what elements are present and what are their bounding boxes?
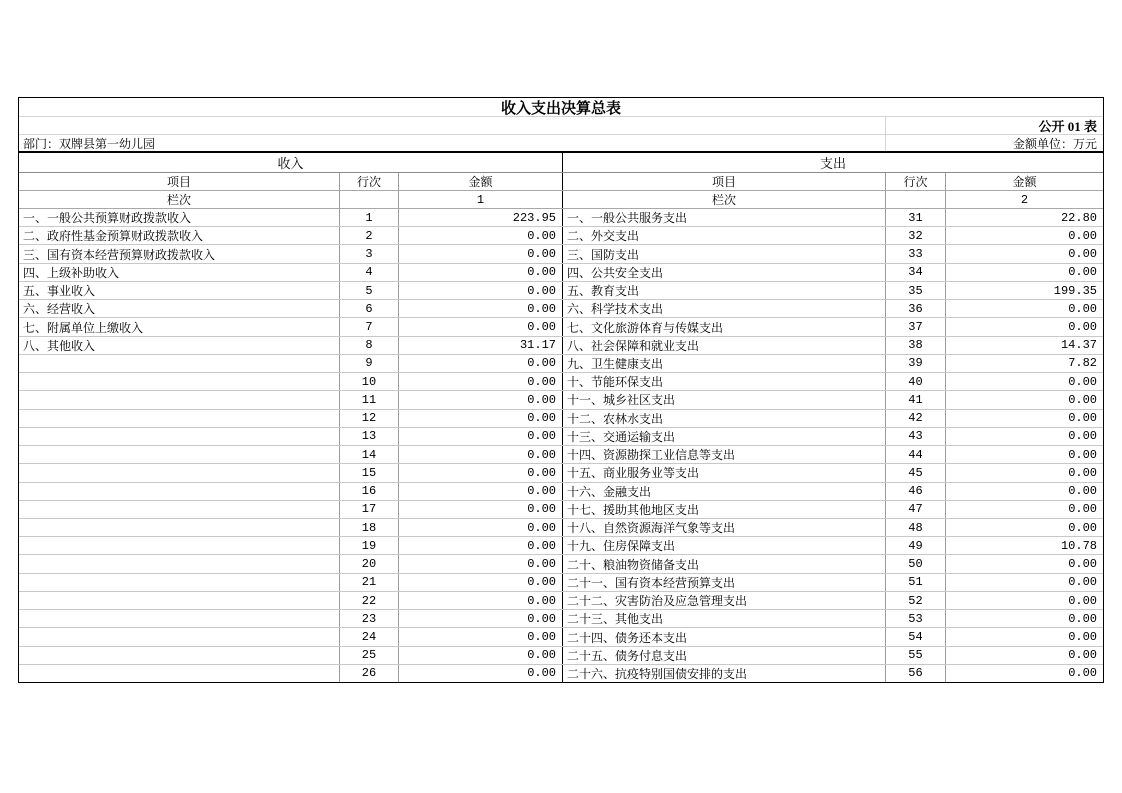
expenditure-lanci-label: 栏次	[563, 191, 886, 208]
income-item-cell	[19, 519, 340, 536]
expenditure-item-cell: 十九、住房保障支出	[563, 537, 886, 554]
expenditure-rowno-cell: 53	[886, 610, 946, 627]
expenditure-rowno-header: 行次	[886, 173, 946, 190]
income-rowno-cell: 20	[340, 555, 399, 572]
table-row	[19, 337, 1103, 355]
income-item-cell	[19, 555, 340, 572]
income-amount-cell: 0.00	[399, 410, 563, 427]
income-column-no: 1	[399, 191, 563, 208]
expenditure-item-cell: 三、国防支出	[563, 245, 886, 262]
income-amount-cell: 0.00	[399, 428, 563, 445]
expenditure-item-cell: 六、科学技术支出	[563, 300, 886, 317]
income-item-cell	[19, 483, 340, 500]
expenditure-rowno-cell: 55	[886, 647, 946, 664]
expenditure-item-cell: 十六、金融支出	[563, 483, 886, 500]
column-index-row	[19, 191, 1103, 209]
table-row	[19, 610, 1103, 628]
income-amount-cell: 0.00	[399, 245, 563, 262]
expenditure-rowno-cell: 46	[886, 483, 946, 500]
expenditure-amount-cell: 0.00	[1068, 648, 1097, 663]
income-amount-cell: 0.00	[399, 555, 563, 572]
expenditure-amount-cell: 22.80	[1060, 210, 1097, 225]
expenditure-rowno-cell: 33	[886, 245, 946, 262]
income-amount-cell: 0.00	[399, 537, 563, 554]
income-rowno-cell: 10	[340, 373, 399, 390]
income-item-cell	[19, 592, 340, 609]
income-item-cell	[19, 410, 340, 427]
income-rowno-cell: 26	[340, 665, 399, 682]
income-item-cell	[19, 628, 340, 645]
expenditure-item-cell: 十、节能环保支出	[563, 373, 886, 390]
expenditure-rowno-cell: 40	[886, 373, 946, 390]
table-row	[19, 628, 1103, 646]
expenditure-amount-cell: 0.00	[1068, 465, 1097, 480]
table-row	[19, 245, 1103, 263]
table-row	[19, 464, 1103, 482]
expenditure-amount-cell: 0.00	[1068, 411, 1097, 426]
income-rowno-cell: 9	[340, 355, 399, 372]
expenditure-rowno-cell: 44	[886, 446, 946, 463]
page-title: 收入支出决算总表	[19, 98, 1103, 117]
income-amount-cell: 0.00	[399, 592, 563, 609]
income-amount-cell: 0.00	[399, 355, 563, 372]
income-rowno-cell: 24	[340, 628, 399, 645]
income-item-cell	[19, 537, 340, 554]
expenditure-section-label: 支出	[819, 156, 846, 171]
expenditure-item-cell: 二十四、债务还本支出	[563, 628, 886, 645]
expenditure-amount-cell: 0.00	[1068, 429, 1097, 444]
income-rowno-cell: 23	[340, 610, 399, 627]
table-row	[19, 209, 1103, 227]
income-amount-cell: 0.00	[399, 665, 563, 682]
table-row	[19, 665, 1103, 682]
expenditure-amount-cell: 199.35	[1053, 283, 1097, 298]
expenditure-rowno-cell: 50	[886, 555, 946, 572]
income-rowno-cell: 22	[340, 592, 399, 609]
table-row	[19, 391, 1103, 409]
expenditure-amount-cell: 0.00	[1068, 630, 1097, 644]
expenditure-item-cell: 八、社会保障和就业支出	[563, 337, 886, 354]
income-item-cell	[19, 355, 340, 372]
income-rowno-cell: 12	[340, 410, 399, 427]
expenditure-amount-cell: 10.78	[1060, 538, 1097, 553]
expenditure-rowno-cell: 38	[886, 337, 946, 354]
expenditure-amount-cell: 0.00	[1068, 484, 1097, 499]
income-rowno-cell: 21	[340, 574, 399, 591]
expenditure-item-cell: 二十一、国有资本经营预算支出	[563, 574, 886, 591]
expenditure-rowno-cell: 54	[886, 628, 946, 645]
section-band	[19, 153, 1103, 173]
expenditure-item-cell: 十八、自然资源海洋气象等支出	[563, 519, 886, 536]
expenditure-item-cell: 二十六、抗疫特别国债安排的支出	[563, 665, 886, 682]
expenditure-rowno-cell: 52	[886, 592, 946, 609]
income-amount-cell: 0.00	[399, 647, 563, 664]
table-row	[19, 410, 1103, 428]
income-rowno-cell: 4	[340, 264, 399, 281]
expenditure-rowno-cell: 34	[886, 264, 946, 281]
income-rowno-cell: 11	[340, 391, 399, 408]
expenditure-item-cell: 二十五、债务付息支出	[563, 647, 886, 664]
table-row	[19, 592, 1103, 610]
table-row	[19, 537, 1103, 555]
income-amount-cell: 31.17	[399, 337, 563, 354]
income-rowno-cell: 17	[340, 501, 399, 518]
expenditure-column-no: 2	[1020, 192, 1029, 207]
expenditure-amount-cell: 0.00	[1068, 611, 1097, 626]
table-row	[19, 373, 1103, 391]
income-rowno-cell: 2	[340, 227, 399, 244]
income-item-cell	[19, 501, 340, 518]
expenditure-rowno-cell: 37	[886, 318, 946, 335]
income-amount-cell: 0.00	[399, 264, 563, 281]
table-row	[19, 519, 1103, 537]
income-item-cell	[19, 665, 340, 682]
expenditure-amount-cell: 0.00	[1068, 265, 1097, 280]
income-item-cell: 四、上级补助收入	[19, 264, 340, 281]
expenditure-rowno-cell: 43	[886, 428, 946, 445]
income-item-cell	[19, 446, 340, 463]
table-row	[19, 555, 1103, 573]
table-row	[19, 355, 1103, 373]
expenditure-item-cell: 四、公共安全支出	[563, 264, 886, 281]
income-amount-cell: 0.00	[399, 483, 563, 500]
table-row	[19, 227, 1103, 245]
expenditure-amount-cell: 14.37	[1060, 338, 1097, 353]
table-code-row	[19, 117, 1103, 135]
expenditure-rowno-cell: 42	[886, 410, 946, 427]
income-amount-cell: 223.95	[399, 209, 563, 226]
income-amount-cell: 0.00	[399, 300, 563, 317]
department-label: 部门：双牌县第一幼儿园	[19, 135, 886, 151]
expenditure-amount-cell: 0.00	[1068, 593, 1097, 608]
expenditure-amount-cell: 7.82	[1068, 356, 1097, 371]
expenditure-rowno-cell: 47	[886, 501, 946, 518]
expenditure-amount-cell: 0.00	[1068, 320, 1097, 335]
income-rowno-cell: 13	[340, 428, 399, 445]
expenditure-rowno-cell: 32	[886, 227, 946, 244]
income-amount-cell: 0.00	[399, 501, 563, 518]
table-row	[19, 318, 1103, 336]
income-amount-cell: 0.00	[399, 519, 563, 536]
income-item-cell	[19, 464, 340, 481]
expenditure-rowno-cell: 41	[886, 391, 946, 408]
income-rowno-cell: 16	[340, 483, 399, 500]
expenditure-item-cell: 二十三、其他支出	[563, 610, 886, 627]
income-rowno-cell: 8	[340, 337, 399, 354]
income-item-cell: 七、附属单位上缴收入	[19, 318, 340, 335]
table-row	[19, 647, 1103, 665]
income-rowno-cell: 6	[340, 300, 399, 317]
income-item-cell	[19, 574, 340, 591]
income-item-cell	[19, 428, 340, 445]
income-item-cell: 八、其他收入	[19, 337, 340, 354]
expenditure-amount-cell: 0.00	[1068, 447, 1097, 462]
income-rowno-cell: 25	[340, 647, 399, 664]
expenditure-rowno-cell: 51	[886, 574, 946, 591]
table-code-spacer	[19, 117, 886, 134]
expenditure-amount-cell: 0.00	[1068, 228, 1097, 243]
expenditure-amount-cell: 0.00	[1068, 557, 1097, 572]
table-row	[19, 428, 1103, 446]
table-row	[19, 300, 1103, 318]
expenditure-rowno-cell: 49	[886, 537, 946, 554]
table-row	[19, 282, 1103, 300]
income-item-cell	[19, 647, 340, 664]
income-amount-cell: 0.00	[399, 446, 563, 463]
income-amount-cell: 0.00	[399, 628, 563, 645]
expenditure-amount-cell: 0.00	[1068, 392, 1097, 407]
income-amount-cell: 0.00	[399, 318, 563, 335]
expenditure-amount-cell: 0.00	[1068, 502, 1097, 517]
expenditure-amount-cell: 0.00	[1068, 247, 1097, 262]
income-item-cell	[19, 373, 340, 390]
expenditure-amount-cell: 0.00	[1068, 301, 1097, 316]
income-rowno-cell: 5	[340, 282, 399, 299]
unit-label: 金额单位：万元	[1012, 136, 1097, 151]
expenditure-item-cell: 十五、商业服务业等支出	[563, 464, 886, 481]
final-accounts-table	[18, 97, 1104, 683]
expenditure-item-cell: 二十、粮油物资储备支出	[563, 555, 886, 572]
income-lanci-label: 栏次	[19, 191, 340, 208]
expenditure-lanci-spacer	[886, 191, 946, 208]
expenditure-item-cell: 十二、农林水支出	[563, 410, 886, 427]
expenditure-item-cell: 七、文化旅游体育与传媒支出	[563, 318, 886, 335]
expenditure-item-cell: 十一、城乡社区支出	[563, 391, 886, 408]
income-amount-cell: 0.00	[399, 464, 563, 481]
income-item-cell: 二、政府性基金预算财政拨款收入	[19, 227, 340, 244]
income-section-label: 收入	[19, 153, 563, 172]
column-header-row	[19, 173, 1103, 191]
income-rowno-cell: 1	[340, 209, 399, 226]
table-row	[19, 264, 1103, 282]
income-item-cell	[19, 391, 340, 408]
expenditure-rowno-cell: 56	[886, 665, 946, 682]
expenditure-amount-cell: 0.00	[1068, 374, 1097, 389]
income-amount-cell: 0.00	[399, 282, 563, 299]
income-amount-cell: 0.00	[399, 227, 563, 244]
table-row	[19, 501, 1103, 519]
income-amount-cell: 0.00	[399, 373, 563, 390]
income-rowno-cell: 18	[340, 519, 399, 536]
income-rowno-cell: 15	[340, 464, 399, 481]
income-item-cell: 三、国有资本经营预算财政拨款收入	[19, 245, 340, 262]
income-amount-cell: 0.00	[399, 610, 563, 627]
expenditure-rowno-cell: 35	[886, 282, 946, 299]
expenditure-rowno-cell: 48	[886, 519, 946, 536]
income-amount-cell: 0.00	[399, 574, 563, 591]
table-row	[19, 574, 1103, 592]
table-row	[19, 446, 1103, 464]
expenditure-amount-cell: 0.00	[1068, 575, 1097, 590]
income-rowno-cell: 19	[340, 537, 399, 554]
income-rowno-cell: 3	[340, 245, 399, 262]
expenditure-item-cell: 十七、援助其他地区支出	[563, 501, 886, 518]
income-amount-cell: 0.00	[399, 391, 563, 408]
expenditure-rowno-cell: 39	[886, 355, 946, 372]
expenditure-item-cell: 九、卫生健康支出	[563, 355, 886, 372]
expenditure-item-cell: 二、外交支出	[563, 227, 886, 244]
income-item-cell: 五、事业收入	[19, 282, 340, 299]
data-rows	[19, 209, 1103, 682]
table-row	[19, 483, 1103, 501]
expenditure-item-cell: 五、教育支出	[563, 282, 886, 299]
income-item-cell: 一、一般公共预算财政拨款收入	[19, 209, 340, 226]
income-rowno-cell: 14	[340, 446, 399, 463]
income-item-cell	[19, 610, 340, 627]
income-amount-header: 金额	[399, 173, 563, 190]
expenditure-item-cell: 二十二、灾害防治及应急管理支出	[563, 592, 886, 609]
expenditure-amount-header: 金额	[1012, 175, 1037, 189]
expenditure-amount-cell: 0.00	[1068, 520, 1097, 535]
expenditure-item-cell: 十四、资源勘探工业信息等支出	[563, 446, 886, 463]
income-lanci-spacer	[340, 191, 399, 208]
expenditure-item-cell: 十三、交通运输支出	[563, 428, 886, 445]
income-item-cell: 六、经营收入	[19, 300, 340, 317]
expenditure-rowno-cell: 31	[886, 209, 946, 226]
expenditure-item-header: 项目	[563, 173, 886, 190]
income-rowno-header: 行次	[340, 173, 399, 190]
department-row	[19, 135, 1103, 153]
expenditure-amount-cell: 0.00	[1068, 666, 1097, 681]
table-code: 公开 01 表	[1038, 119, 1097, 134]
expenditure-rowno-cell: 36	[886, 300, 946, 317]
income-rowno-cell: 7	[340, 318, 399, 335]
expenditure-rowno-cell: 45	[886, 464, 946, 481]
income-item-header: 项目	[19, 173, 340, 190]
expenditure-item-cell: 一、一般公共服务支出	[563, 209, 886, 226]
